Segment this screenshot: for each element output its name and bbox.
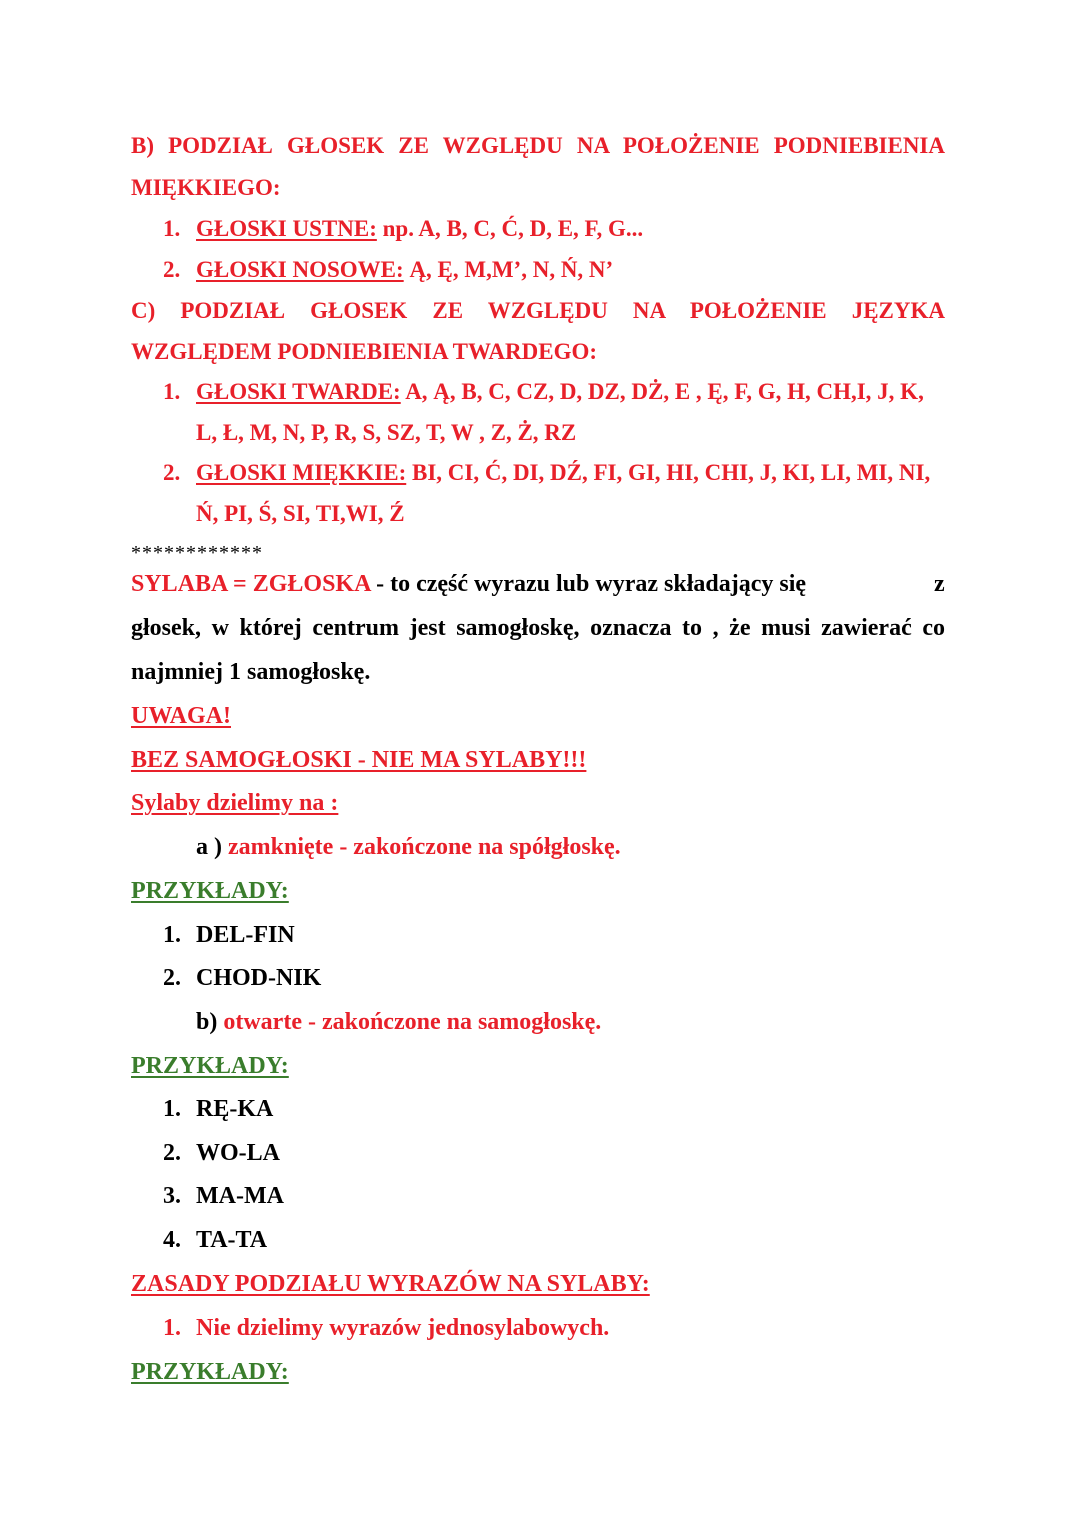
list-number: 4.: [163, 1227, 181, 1253]
term-label: GŁOSKI MIĘKKIE:: [196, 460, 407, 485]
list-item: [163, 1138, 280, 1168]
term-label: GŁOSKI NOSOWE:: [196, 257, 404, 282]
list-number: 2.: [163, 965, 181, 991]
list-item: [163, 1313, 609, 1343]
list-number: 1.: [163, 922, 181, 948]
list-item: [163, 255, 613, 285]
examples-heading: PRZYKŁADY:: [131, 878, 289, 904]
list-item: [163, 214, 643, 244]
uwaga-label: UWAGA!: [131, 703, 231, 729]
list-item: [163, 1094, 273, 1124]
no-syllable-rule: BEZ SAMOGŁOSKI - NIE MA SYLABY!!!: [131, 747, 587, 773]
sylaba-def: - to część wyrazu lub wyraz składający się: [370, 571, 807, 597]
section-c-heading-line1: C) PODZIAŁ GŁOSEK ZE WZGLĘDU NA POŁOŻENIE JĘZYKA: [131, 298, 945, 323]
list-number: 1.: [163, 379, 181, 404]
sylaba-term: SYLABA = ZGŁOSKA: [131, 571, 371, 597]
rule-text: Nie dzielimy wyrazów jednosylabowych.: [196, 1315, 610, 1341]
division-rules-heading: ZASADY PODZIAŁU WYRAZÓW NA SYLABY:: [131, 1271, 650, 1297]
open-desc: - zakończone na samogłoskę.: [301, 1009, 602, 1035]
term-text: BI, CI, Ć, DI, DŹ, FI, GI, HI, CHI, J, KI, LI, MI, NI,: [406, 460, 931, 485]
example-word: MA-MA: [196, 1183, 284, 1209]
list-item: [163, 1225, 267, 1255]
list-item-continuation: Ń, PI, Ś, SI, TI,WI, Ź: [196, 501, 405, 526]
list-number: 1.: [163, 1315, 181, 1341]
list-number: 2.: [163, 460, 181, 485]
closed-desc: - zakończone na spółgłoskę.: [333, 834, 621, 860]
section-b-heading-line2: MIĘKKIEGO:: [131, 175, 281, 200]
sylaba-def-z: z: [934, 571, 945, 597]
term-label: GŁOSKI USTNE:: [196, 216, 377, 241]
list-item: [163, 963, 321, 993]
examples-heading: PRZYKŁADY:: [131, 1053, 289, 1079]
examples-heading: PRZYKŁADY:: [131, 1359, 289, 1385]
section-b-heading-line1: B) PODZIAŁ GŁOSEK ZE WZGLĘDU NA POŁOŻENIE PODNIEBIENIA: [131, 133, 945, 158]
list-number: 2.: [163, 1140, 181, 1166]
list-item: [163, 377, 924, 407]
term-text: Ą, Ę, M,M’, N, Ń, N’: [403, 257, 614, 282]
closed-syllables-item: [196, 832, 621, 862]
open-term: otwarte: [223, 1009, 302, 1035]
example-word: WO-LA: [196, 1140, 280, 1166]
list-item: [163, 920, 295, 950]
list-number: 3.: [163, 1183, 181, 1209]
example-word: TA-TA: [196, 1227, 268, 1253]
list-item-continuation: L, Ł, M, N, P, R, S, SZ, T, W , Z, Ż, RZ: [196, 420, 577, 445]
open-syllables-item: [196, 1007, 601, 1037]
term-text: A, Ą, B, C, CZ, D, DZ, DŻ, E , Ę, F, G, H, CH,I, J, K,: [400, 379, 924, 404]
list-item: [163, 1181, 284, 1211]
list-item: [163, 458, 930, 488]
term-text: np. A, B, C, Ć, D, E, F, G...: [376, 216, 644, 241]
list-number: 1.: [163, 1096, 181, 1122]
separator: ************: [131, 542, 263, 564]
sylaba-definition-line3: najmniej 1 samogłoskę.: [131, 659, 371, 685]
example-word: RĘ-KA: [196, 1096, 274, 1122]
sylaba-definition-line2: głosek, w której centrum jest samogłoskę, oznacza to , że musi zawierać co: [131, 615, 945, 641]
example-word: CHOD-NIK: [196, 965, 322, 991]
example-word: DEL-FIN: [196, 922, 295, 948]
term-label: GŁOSKI TWARDE:: [196, 379, 401, 404]
list-number: 2.: [163, 257, 181, 282]
closed-term: zamknięte: [228, 834, 334, 860]
item-prefix: b): [196, 1009, 224, 1035]
list-number: 1.: [163, 216, 181, 241]
sylaba-definition-line1: [131, 569, 806, 599]
section-c-heading-line2: WZGLĘDEM PODNIEBIENIA TWARDEGO:: [131, 339, 598, 364]
item-prefix: a ): [196, 834, 228, 860]
syllable-types-heading: Sylaby dzielimy na :: [131, 790, 339, 816]
